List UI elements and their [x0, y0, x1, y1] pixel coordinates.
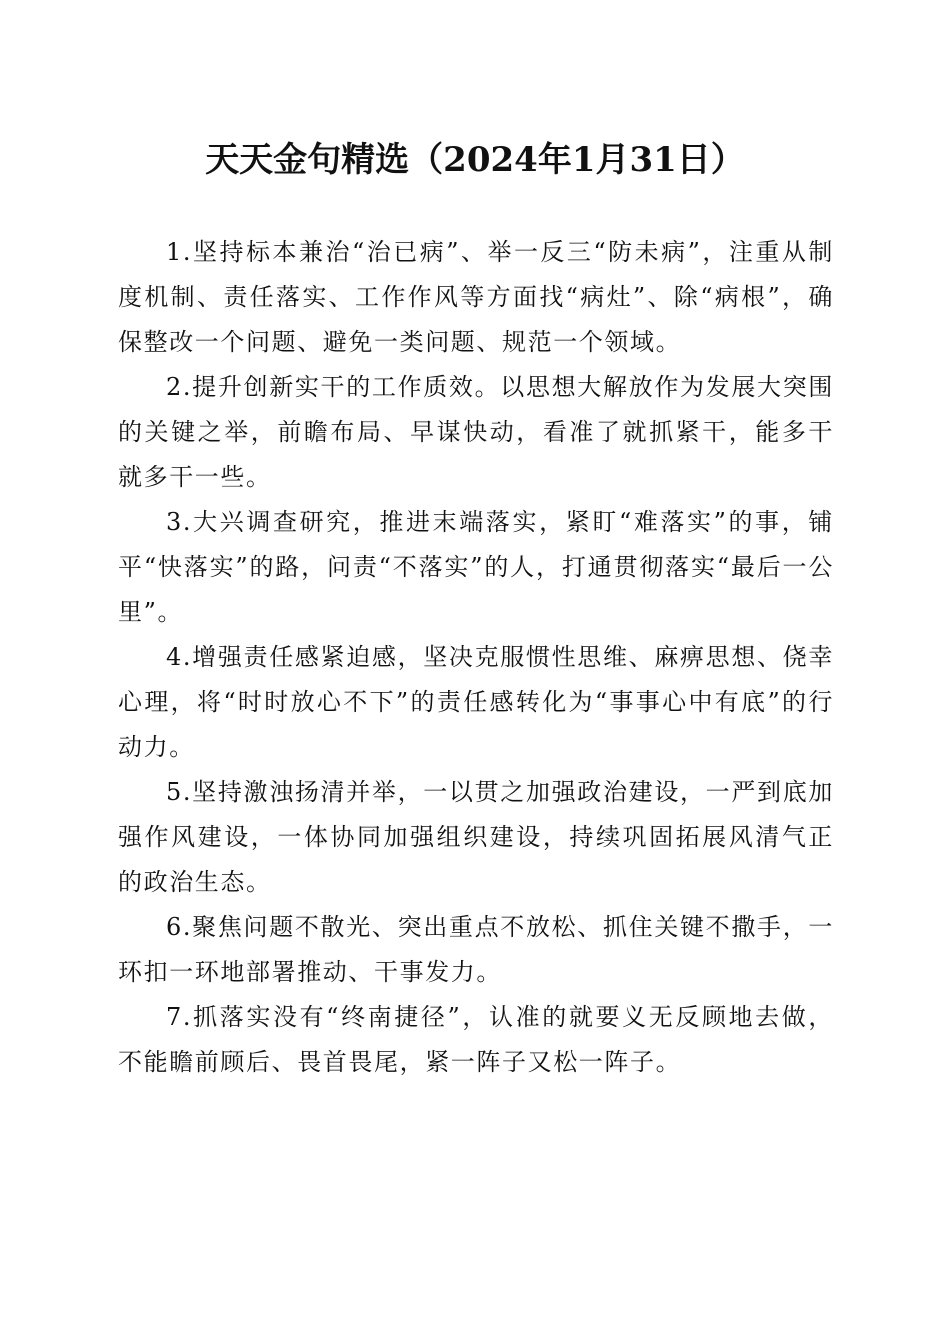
paragraph-2: 2.提升创新实干的工作质效。以思想大解放作为发展大突围的关键之举，前瞻布局、早谋快动，看准了就抓紧干，能多干就多干一些。: [118, 373, 834, 491]
paragraph-6: 6.聚焦问题不散光、突出重点不放松、抓住关键不撒手，一环扣一环地部署推动、干事发力。: [118, 913, 834, 986]
paragraph-4: 4.增强责任感紧迫感，坚决克服惯性思维、麻痹思想、侥幸心理，将“时时放心不下”的责任感转化为“事事心中有底”的行动力。: [118, 643, 834, 761]
paragraph-7: 7.抓落实没有“终南捷径”，认准的就要义无反顾地去做，不能瞻前顾后、畏首畏尾，紧一阵子又松一阵子。: [118, 1003, 834, 1076]
paragraph-5: 5.坚持激浊扬清并举，一以贯之加强政治建设，一严到底加强作风建设，一体协同加强组织建设，持续巩固拓展风清气正的政治生态。: [118, 778, 834, 896]
document-title: 天天金句精选（2024年1月31日）: [205, 140, 745, 180]
paragraph-3: 3.大兴调查研究，推进末端落实，紧盯“难落实”的事，铺平“快落实”的路，问责“不落实”的人，打通贯彻落实“最后一公里”。: [118, 508, 834, 626]
document-body: [118, 230, 834, 1085]
paragraph-1: 1.坚持标本兼治“治已病”、举一反三“防未病”，注重从制度机制、责任落实、工作作风等方面找“病灶”、除“病根”，确保整改一个问题、避免一类问题、规范一个领域。: [118, 238, 834, 356]
